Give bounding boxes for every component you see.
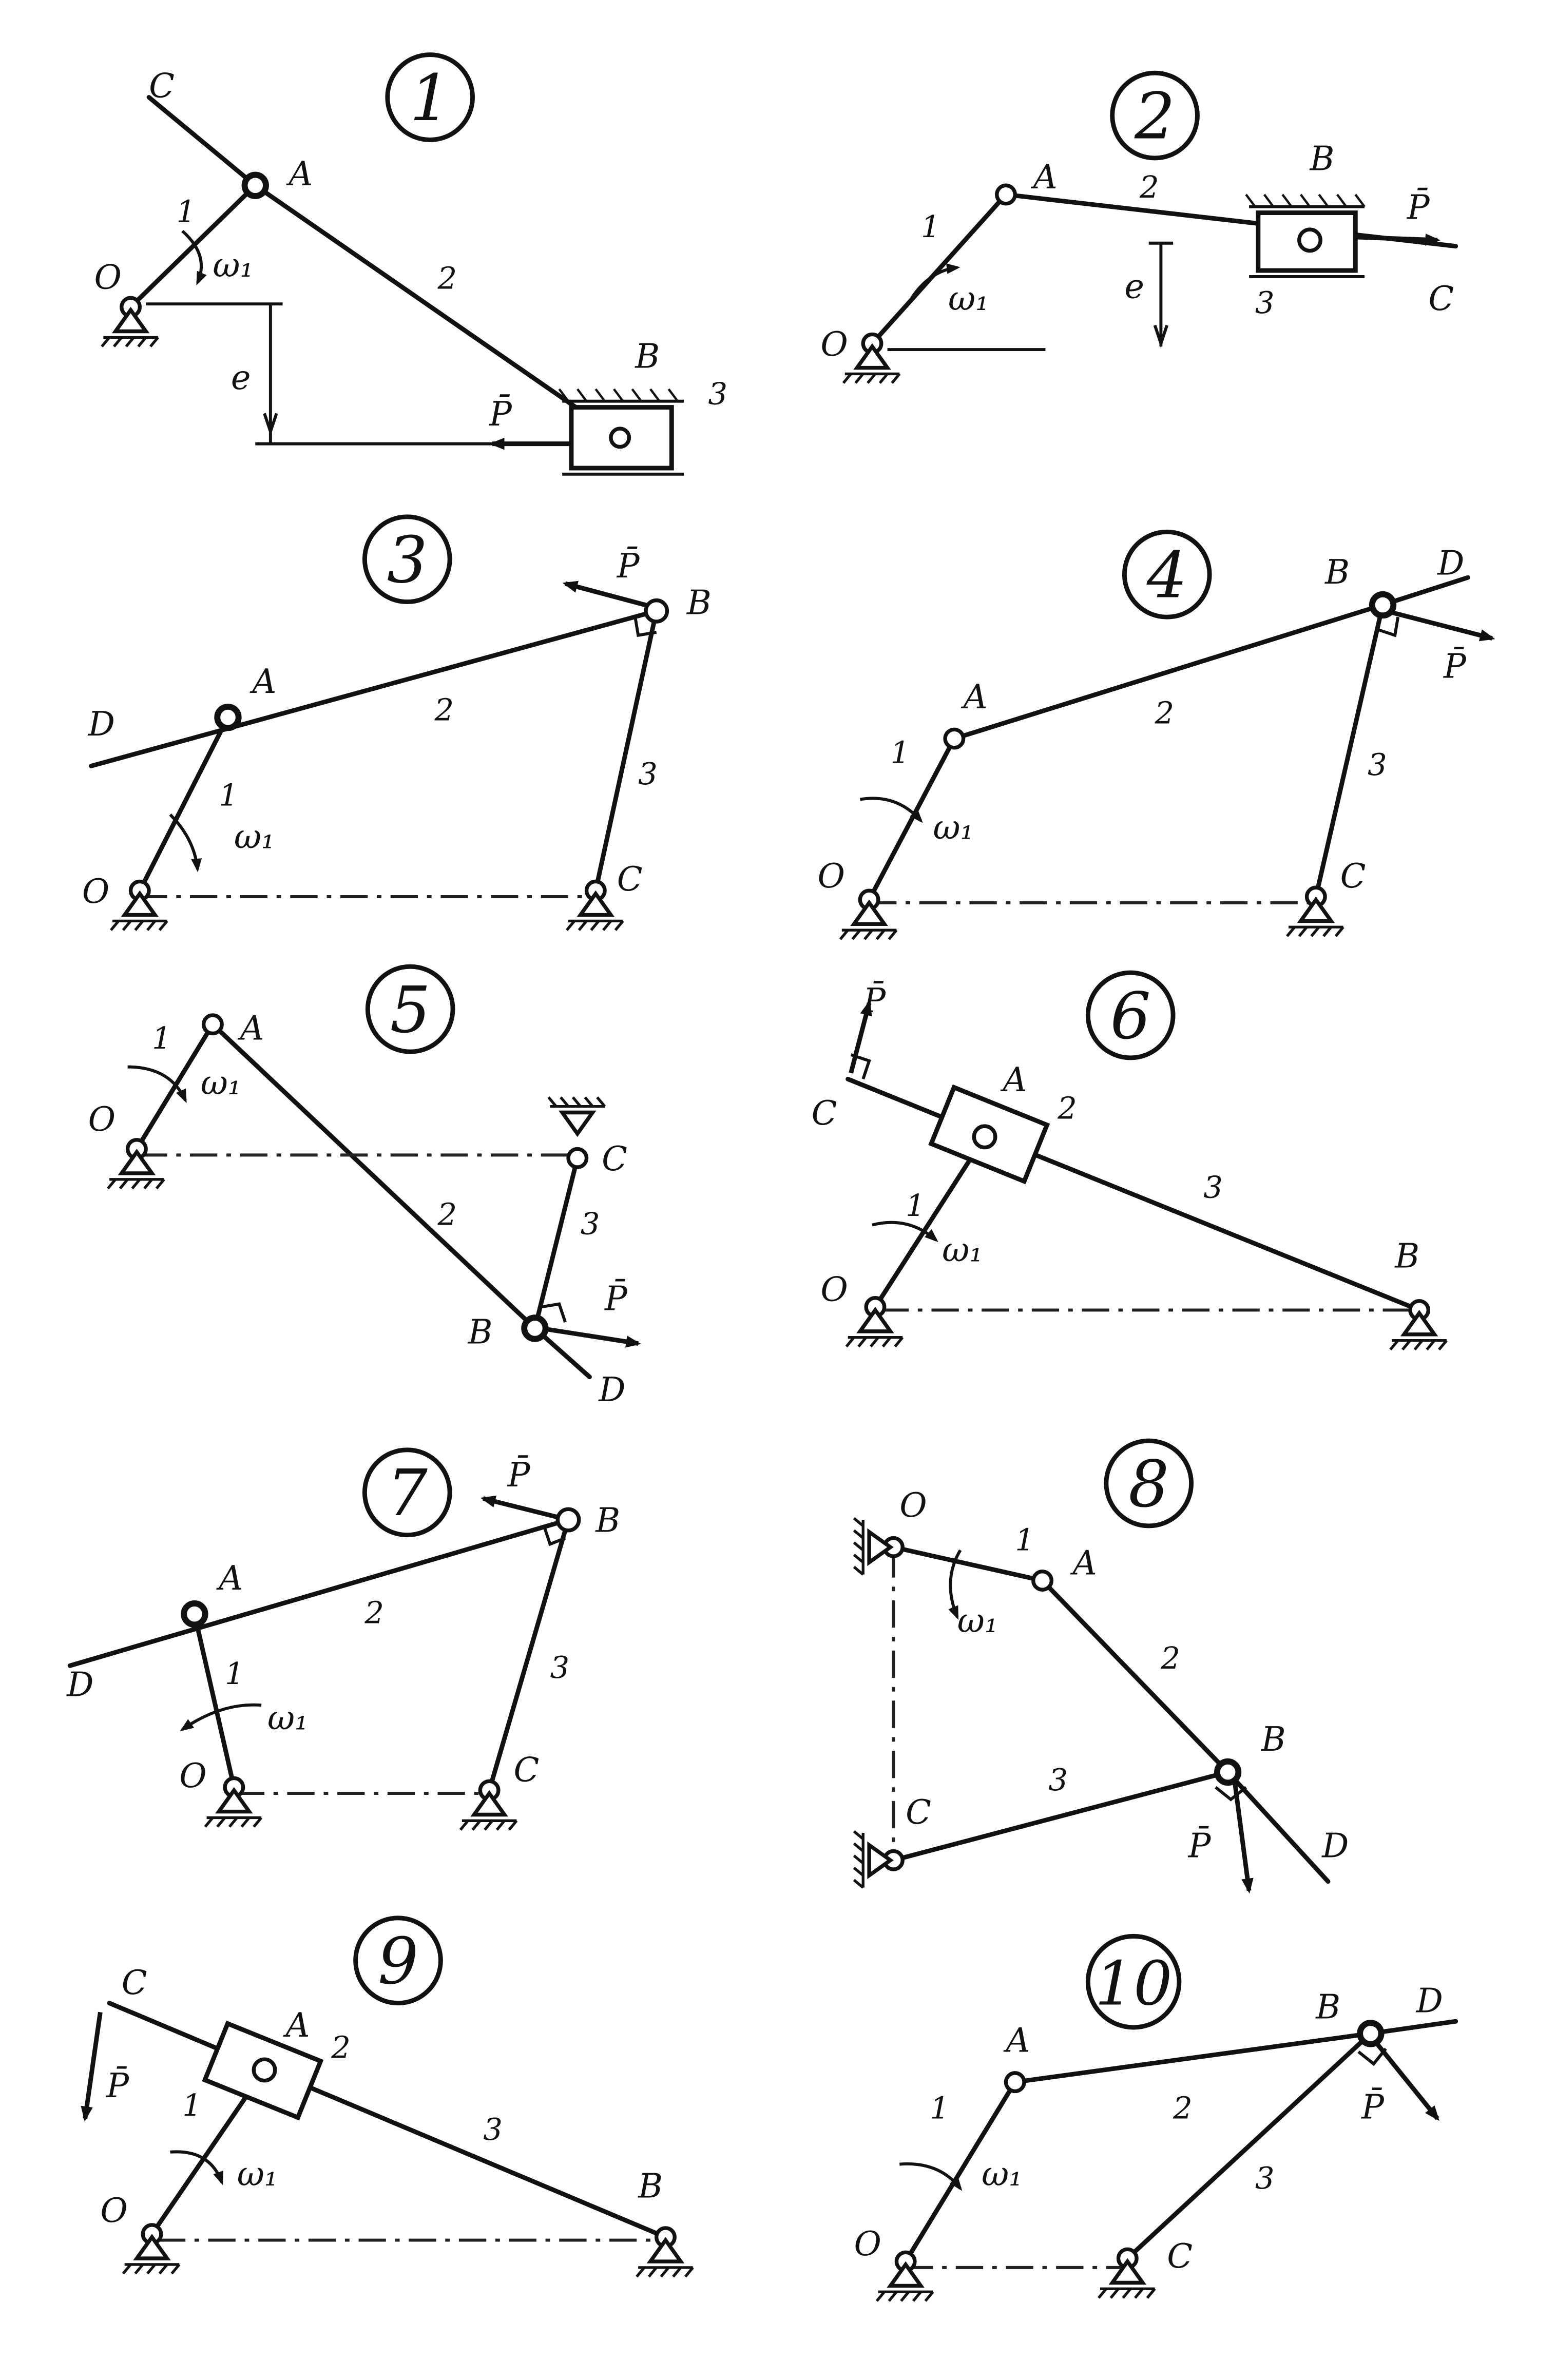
panel-5-link-3 <box>535 1158 578 1328</box>
panel-5-link-3-number: 3 <box>580 1206 600 1242</box>
panel-10-label-d: D <box>1416 1982 1443 2021</box>
panel-9-support-b <box>650 2240 681 2261</box>
panel-4-drawing <box>817 532 1492 939</box>
panel-5-label-a: A <box>240 1009 264 1048</box>
panel-8-ground-hatching-o <box>854 1518 863 1575</box>
panel-4-link-1-number: 1 <box>890 734 910 770</box>
panel-2-label-o: O <box>820 325 848 364</box>
panel-6-label-p: P̄ <box>863 982 886 1021</box>
panel-7-ground-hatching-c <box>460 1821 517 1830</box>
panel-7-drawing <box>66 1450 620 1830</box>
panel-6-ground-hatching-o <box>847 1338 903 1347</box>
panel-5-number: 5 <box>390 973 431 1048</box>
panel-5-support-c <box>562 1112 592 1133</box>
panel-5-label-o: O <box>88 1100 116 1139</box>
panel-7-ground-hatching-o <box>205 1817 262 1827</box>
panel-4-force-p-arrow <box>1386 611 1492 638</box>
panel-8-label-b: B <box>1261 1720 1286 1759</box>
panel-10-link-3 <box>1127 2034 1371 2258</box>
panel-7-label-d: D <box>67 1666 94 1705</box>
panel-5-joint-c <box>568 1149 587 1168</box>
panel-1-label-p: P̄ <box>489 395 512 434</box>
panel-10-joint-b <box>1360 2023 1381 2044</box>
panel-10-label-c: C <box>1167 2237 1193 2276</box>
panel-4-omega-label: ω₁ <box>933 808 974 847</box>
panel-2-label-p: P̄ <box>1407 188 1430 227</box>
panel-9-label-p: P̄ <box>106 2067 129 2106</box>
panel-10-label-a: A <box>1006 2021 1030 2060</box>
panel-10-support-c <box>1112 2261 1143 2282</box>
panel-3-label-c: C <box>617 860 643 899</box>
panel-1-label-a: A <box>289 155 313 194</box>
panel-3-omega-label: ω₁ <box>234 818 275 857</box>
panel-9-link-1-number: 1 <box>182 2087 202 2123</box>
panel-6-number: 6 <box>1110 979 1151 1054</box>
panel-9-omega-label: ω₁ <box>237 2155 278 2194</box>
panel-8-label-c: C <box>906 1793 931 1832</box>
panel-5-ground-hatching-o <box>108 1179 164 1189</box>
panel-7-link-1-number: 1 <box>225 1655 244 1691</box>
panel-6-link-3-number: 3 <box>1203 1169 1223 1205</box>
panel-2-label-c: C <box>1428 280 1454 319</box>
panel-10-omega-label: ω₁ <box>982 2155 1023 2194</box>
panel-7-support-c <box>474 1793 505 1814</box>
panel-5-label-c: C <box>602 1139 627 1179</box>
panel-8-link-1-number: 1 <box>1015 1522 1034 1558</box>
panel-2-force-p-arrow <box>1355 237 1437 240</box>
panel-4-joint-a <box>945 729 964 748</box>
panel-5-drawing <box>88 966 639 1409</box>
panel-7-label-p: P̄ <box>507 1456 530 1495</box>
panel-3-link-2-number: 2 <box>434 692 454 728</box>
panel-4-ground-hatching-o <box>840 930 897 939</box>
panel-5-label-d: D <box>599 1371 626 1410</box>
panel-2-support-o <box>857 346 887 367</box>
panel-2-link-1-number: 1 <box>920 208 940 244</box>
panel-3-label-d: D <box>88 705 115 744</box>
panel-4-label-o: O <box>817 857 845 896</box>
panel-3-label-o: O <box>82 872 110 911</box>
panel-7-joint-a <box>184 1603 205 1624</box>
panel-4-support-c <box>1301 900 1331 921</box>
panel-3-support-c <box>581 894 611 915</box>
panel-8-number: 8 <box>1128 1447 1169 1522</box>
panel-10-label-p: P̄ <box>1361 2088 1384 2127</box>
panel-2-link-2-number: 2 <box>1139 169 1159 205</box>
panel-8-drawing <box>854 1441 1349 1890</box>
panel-8-joint-b <box>1217 1762 1238 1783</box>
panel-6-ground-hatching-b <box>1390 1341 1447 1350</box>
panel-1-label-o: O <box>94 258 122 297</box>
panel-8-link-2 <box>1043 1580 1228 1772</box>
panel-5-link-1-number: 1 <box>151 1020 171 1056</box>
panel-7-label-b: B <box>595 1501 621 1540</box>
panel-5-omega-label: ω₁ <box>200 1063 241 1102</box>
panel-6-link-3 <box>848 1079 1419 1310</box>
panel-1-link-2-number: 2 <box>437 260 457 296</box>
panel-9-number: 9 <box>377 1925 419 1999</box>
panel-7-link-2-number: 2 <box>364 1595 385 1631</box>
panel-7-link-2 <box>70 1520 568 1666</box>
panel-8-label-o: O <box>899 1486 927 1525</box>
panel-7-joint-b <box>558 1509 579 1530</box>
panel-1-label-b: B <box>635 337 660 376</box>
panel-6-label-o: O <box>820 1270 848 1309</box>
panel-5-joint-a <box>204 1015 222 1034</box>
panel-8-link-3-number: 3 <box>1048 1762 1068 1798</box>
panel-8-joint-a <box>1033 1572 1052 1590</box>
panel-10-link-2 <box>1015 2034 1371 2082</box>
panel-10-ground-hatching-o <box>877 2292 933 2301</box>
panel-1-label-c: C <box>149 67 175 106</box>
panel-4-label-d: D <box>1437 544 1465 583</box>
panel-3-ground-hatching-c <box>567 921 623 930</box>
panel-8-support-o <box>869 1532 890 1562</box>
panel-2-label-b: B <box>1310 140 1335 179</box>
panel-1-number: 1 <box>410 61 451 136</box>
panel-8-ground-hatching-c <box>854 1831 863 1888</box>
panel-6-label-a: A <box>1003 1061 1027 1100</box>
panel-6-drawing <box>812 973 1447 1349</box>
panel-3-label-b: B <box>686 584 712 623</box>
panel-9-label-a: A <box>285 2006 310 2045</box>
panel-9-label-b: B <box>638 2167 663 2206</box>
panel-10-link-3-number: 3 <box>1255 2160 1275 2196</box>
panel-2-guide-hatching <box>1246 195 1365 207</box>
panel-10-link-2-number: 2 <box>1173 2090 1193 2126</box>
panel-10-number: 10 <box>1094 1948 1173 2019</box>
panel-9-label-o: O <box>100 2192 128 2231</box>
panel-5-ground-hatching-c <box>549 1097 605 1107</box>
panel-6-omega-label: ω₁ <box>942 1231 983 1270</box>
panel-1-link-ac <box>149 98 255 186</box>
panel-9-joint-a <box>254 2059 275 2080</box>
panel-9-force-p-arrow <box>85 2012 101 2118</box>
panel-3-number: 3 <box>387 524 428 598</box>
panel-10-drawing <box>854 1936 1455 2301</box>
panel-2-label-a: A <box>1033 158 1058 197</box>
panel-1-drawing <box>94 55 727 474</box>
panel-3-drawing <box>82 517 712 930</box>
panel-1-label-e: e <box>230 359 251 398</box>
panel-1-omega-label: ω₁ <box>213 246 254 285</box>
panel-5-link-2-number: 2 <box>437 1196 457 1232</box>
panel-4-joint-b <box>1372 594 1393 615</box>
panel-3-force-p-arrow <box>565 584 657 608</box>
panel-1-joint-b <box>611 429 629 447</box>
panel-10-label-b: B <box>1316 1988 1341 2027</box>
panel-8-omega-label: ω₁ <box>957 1602 998 1641</box>
panel-1-guide-hatching <box>559 389 678 401</box>
panel-8-support-c <box>869 1845 890 1875</box>
panel-4-link-2-number: 2 <box>1155 695 1175 731</box>
panel-6-link-2-number: 2 <box>1058 1090 1077 1126</box>
panel-4-label-b: B <box>1325 553 1350 592</box>
panel-6-label-b: B <box>1395 1237 1420 1276</box>
panel-1-link-3-number: 3 <box>708 376 728 412</box>
panel-5-label-p: P̄ <box>605 1280 627 1319</box>
panel-8-link-2-number: 2 <box>1161 1640 1181 1676</box>
panel-1-joint-a <box>245 175 266 196</box>
panel-1-link-2 <box>255 185 616 435</box>
panel-2-label-e: e <box>1124 267 1144 306</box>
panel-4-ground-hatching-c <box>1287 927 1343 936</box>
panel-7-omega-label: ω₁ <box>267 1699 309 1738</box>
panel-3-link-3-number: 3 <box>638 756 658 791</box>
panel-9-ground-hatching-b <box>637 2268 693 2277</box>
panel-3-ground-hatching-o <box>111 921 167 930</box>
panel-6-joint-a <box>974 1126 995 1147</box>
panel-8-label-p: P̄ <box>1188 1827 1211 1866</box>
panel-4-label-c: C <box>1340 857 1366 896</box>
panel-7-force-p-arrow <box>483 1499 568 1520</box>
panel-4-number: 4 <box>1146 538 1187 613</box>
panel-4-label-a: A <box>963 678 988 717</box>
panel-10-ground-hatching-c <box>1099 2289 1155 2298</box>
panel-7-label-a: A <box>219 1559 243 1598</box>
panel-6-support-b <box>1404 1313 1434 1334</box>
panel-2-link-3-number: 3 <box>1255 284 1275 320</box>
panel-3-label-a: A <box>252 663 277 702</box>
panel-10-link-1-number: 1 <box>930 2090 950 2126</box>
panel-2-ground-hatching <box>843 374 900 383</box>
panel-7-label-c: C <box>513 1751 540 1790</box>
panel-6-support-o <box>860 1310 890 1331</box>
panel-2-omega-label: ω₁ <box>948 280 989 319</box>
panel-5-label-b: B <box>468 1313 493 1352</box>
panel-10-joint-a <box>1006 2073 1024 2092</box>
panel-8-label-a: A <box>1072 1544 1097 1583</box>
panel-9-ground-hatching-o <box>123 2265 180 2274</box>
panel-3-link-2 <box>91 611 657 766</box>
panel-1-link-1-number: 1 <box>176 194 196 229</box>
panel-5-link-2 <box>213 1024 535 1328</box>
panel-7-label-o: O <box>179 1757 207 1796</box>
panel-3-joint-b <box>646 601 667 622</box>
panel-2-number: 2 <box>1135 80 1176 154</box>
panel-3-link-3 <box>595 611 656 891</box>
panel-5-force-p-arrow <box>541 1328 638 1344</box>
panel-8-right-angle <box>1216 1787 1246 1799</box>
panel-1-ground-hatching <box>102 337 158 346</box>
panel-9-link-3-number: 3 <box>483 2112 503 2147</box>
panel-3-joint-a <box>217 707 238 728</box>
panel-7-link-3-number: 3 <box>550 1649 570 1685</box>
panel-10-label-o: O <box>854 2225 881 2264</box>
panel-9-drawing <box>85 1918 693 2277</box>
panel-2-joint-b <box>1299 229 1320 250</box>
panel-6-label-c: C <box>811 1094 837 1133</box>
panel-4-support-o <box>854 903 884 924</box>
panel-9-link-2-number: 2 <box>331 2029 351 2065</box>
panel-2-drawing <box>820 73 1455 383</box>
panel-4-link-3-number: 3 <box>1367 747 1387 783</box>
panel-1-support-o <box>116 310 146 331</box>
panel-3-link-1-number: 1 <box>219 777 238 813</box>
panel-8-label-d: D <box>1322 1827 1349 1866</box>
panel-6-link-1-number: 1 <box>906 1187 925 1223</box>
panel-3-link-1 <box>140 718 228 891</box>
panel-9-label-c: C <box>121 1963 147 2002</box>
panel-5-joint-b <box>524 1318 545 1339</box>
panel-2-joint-a <box>997 185 1015 204</box>
panel-4-label-p: P̄ <box>1443 647 1466 686</box>
panel-3-label-p: P̄ <box>617 547 640 586</box>
panel-7-number: 7 <box>387 1457 428 1531</box>
